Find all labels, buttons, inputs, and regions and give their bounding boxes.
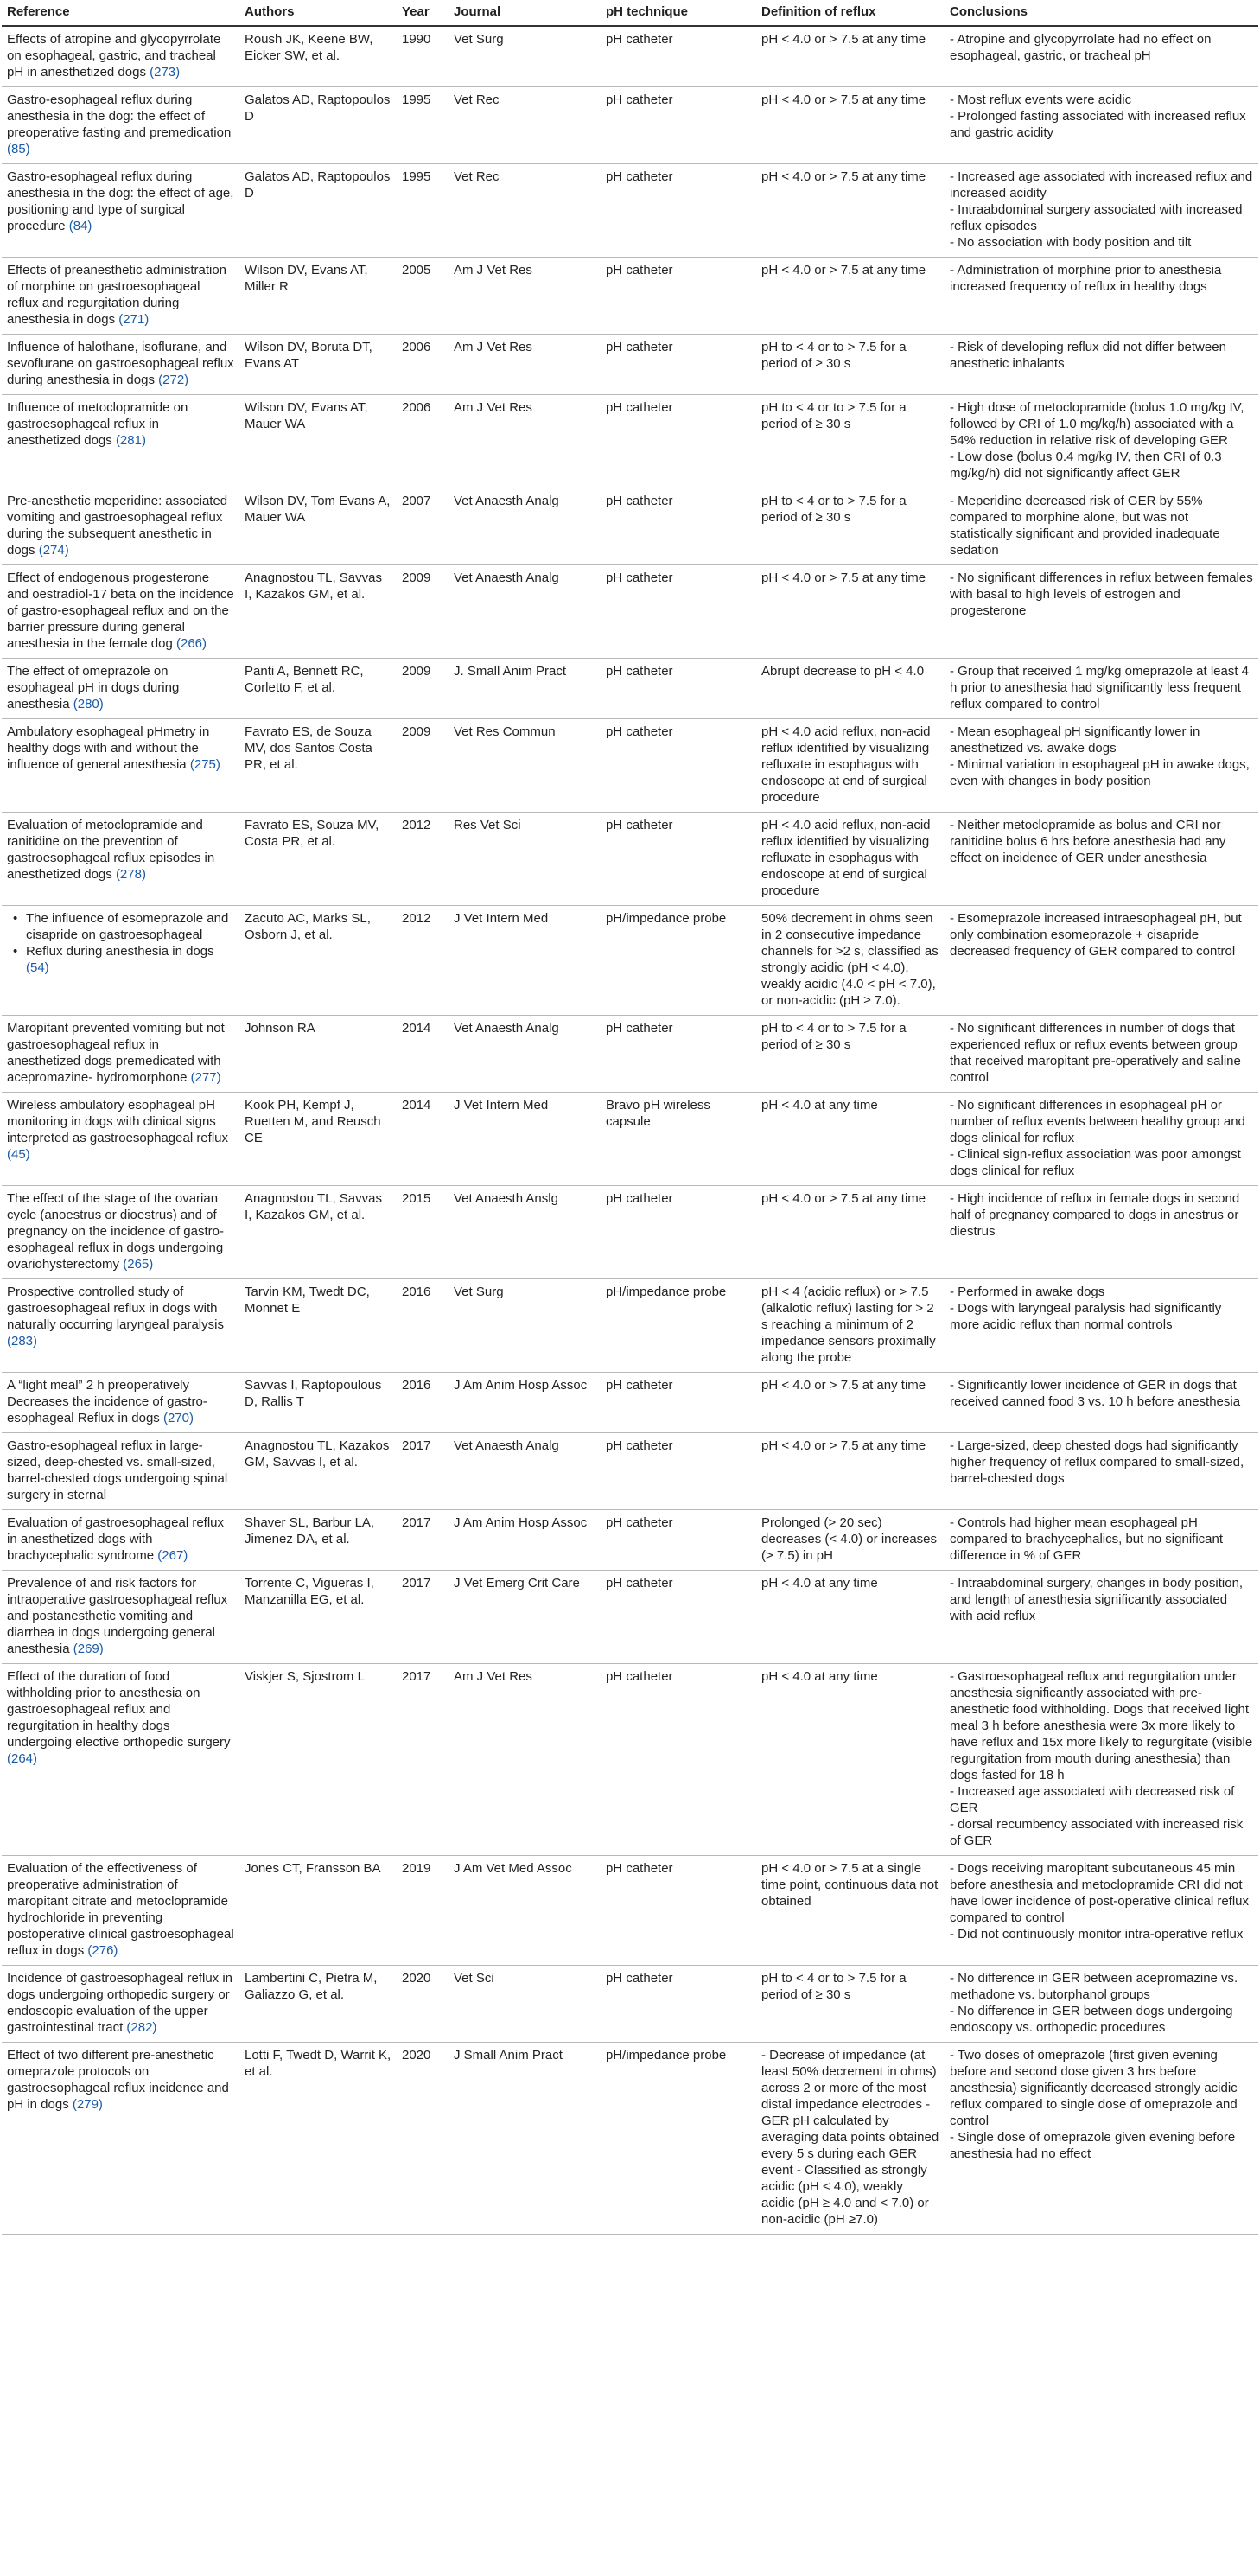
cell-ph-technique: pH catheter — [601, 1373, 756, 1433]
cell-conclusions — [945, 1510, 1258, 1571]
table-header-row — [2, 0, 1258, 26]
conclusion-item: - Clinical sign-reflux association was poor amongst dogs clinical for reflux — [950, 1147, 1241, 1178]
table-row — [2, 87, 1258, 164]
cell-conclusions — [945, 164, 1258, 258]
cell-journal: Vet Anaesth Analg — [449, 488, 601, 565]
cell-authors: Roush JK, Keene BW, Eicker SW, et al. — [239, 26, 397, 87]
table-body — [2, 26, 1258, 2235]
cell-journal: J Small Anim Pract — [449, 2043, 601, 2235]
table-row — [2, 335, 1258, 395]
cell-reference — [2, 335, 239, 395]
conclusion-item: - dorsal recumbency associated with increased risk of GER — [950, 1817, 1244, 1848]
cell-year: 1995 — [397, 87, 449, 164]
cell-authors: Lotti F, Twedt D, Warrit K, et al. — [239, 2043, 397, 2235]
conclusion-item: - Significantly lower incidence of GER in dogs that received canned food 3 vs. 10 h before anesthesia — [950, 1378, 1241, 1409]
cell-definition-of-reflux: pH < 4.0 acid reflux, non-acid reflux identified by visualizing refluxate in esophagus with endoscope at end of surgical procedure — [756, 719, 945, 813]
cell-authors: Wilson DV, Evans AT, Miller R — [239, 258, 397, 335]
conclusion-item: - Dogs with laryngeal paralysis had significantly more acidic reflux than normal controls — [950, 1301, 1222, 1332]
cell-journal: J Am Anim Hosp Assoc — [449, 1373, 601, 1433]
table-row — [2, 1433, 1258, 1510]
cell-reference — [2, 813, 239, 906]
cell-definition-of-reflux: pH < 4.0 or > 7.5 at any time — [756, 1433, 945, 1510]
reference-text: Ambulatory esophageal pHmetry in healthy dogs with and without the influence of general anesthesia — [7, 724, 210, 772]
citation-link[interactable]: (275) — [189, 757, 220, 772]
reference-text: The effect of omeprazole on esophageal pH in dogs during anesthesia — [7, 664, 180, 711]
cell-conclusions — [945, 87, 1258, 164]
cell-definition-of-reflux: pH < 4.0 at any time — [756, 1093, 945, 1186]
conclusion-item: - No difference in GER between acepromazine vs. methadone vs. butorphanol groups — [950, 1971, 1238, 2002]
cell-reference — [2, 164, 239, 258]
cell-conclusions — [945, 1571, 1258, 1664]
conclusion-item: - Performed in awake dogs — [950, 1285, 1105, 1299]
cell-ph-technique: pH catheter — [601, 719, 756, 813]
conclusion-item: - Gastroesophageal reflux and regurgitation under anesthesia significantly associated with pre-anesthetic food withholding. Dogs that received light meal 3 h before anesthesia were 3x more likely to have reflux and 15x more likely to regurgitate (visible regurgitation from mouth during anesthesia) than dogs fasted for 18 h — [950, 1669, 1253, 1782]
reflux-studies-table — [2, 0, 1258, 2235]
cell-year: 2005 — [397, 258, 449, 335]
cell-ph-technique: pH catheter — [601, 813, 756, 906]
conclusion-item: - Two doses of omeprazole (first given evening before and second dose given 3 hrs before anesthesia) significantly decreased strongly acidic reflux compared to single dose of omeprazole and control — [950, 2048, 1238, 2128]
cell-year: 2006 — [397, 335, 449, 395]
conclusion-item: - Intraabdominal surgery associated with increased reflux episodes — [950, 202, 1243, 233]
cell-authors: Jones CT, Fransson BA — [239, 1856, 397, 1966]
cell-definition-of-reflux: pH to < 4 or to > 7.5 for a period of ≥ 30 s — [756, 1966, 945, 2043]
cell-ph-technique: pH catheter — [601, 1571, 756, 1664]
table-row — [2, 1510, 1258, 1571]
cell-conclusions — [945, 488, 1258, 565]
cell-journal: Vet Res Commun — [449, 719, 601, 813]
citation-link[interactable]: (264) — [7, 1751, 38, 1766]
conclusion-item: - Dogs receiving maropitant subcutaneous 45 min before anesthesia and metoclopramide CRI did not have lower incidence of post-operative clinical reflux compared to control — [950, 1861, 1250, 1925]
cell-ph-technique: pH catheter — [601, 488, 756, 565]
cell-journal: Vet Anaesth Analg — [449, 1016, 601, 1093]
table-row — [2, 565, 1258, 659]
cell-ph-technique: pH catheter — [601, 335, 756, 395]
reference-text: The influence of esomeprazole and cisapride on gastroesophageal — [26, 911, 229, 942]
cell-ph-technique: pH catheter — [601, 1966, 756, 2043]
cell-journal: Vet Sci — [449, 1966, 601, 2043]
conclusion-item: - Controls had higher mean esophageal pH compared to brachycephalics, but no significant difference in % of GER — [950, 1515, 1224, 1563]
conclusion-item: - High dose of metoclopramide (bolus 1.0 mg/kg IV, followed by CRI of 1.0 mg/kg/h) associated with a 54% reduction in relative risk of developing GER — [950, 400, 1244, 448]
cell-conclusions — [945, 1664, 1258, 1856]
cell-ph-technique: pH catheter — [601, 1664, 756, 1856]
conclusion-item: - Did not continuously monitor intra-operative reflux — [950, 1927, 1244, 1942]
cell-journal: J Am Anim Hosp Assoc — [449, 1510, 601, 1571]
cell-year: 2016 — [397, 1279, 449, 1373]
cell-definition-of-reflux: pH < 4.0 or > 7.5 at any time — [756, 1186, 945, 1279]
conclusion-item: - Administration of morphine prior to anesthesia increased frequency of reflux in healthy dogs — [950, 263, 1222, 294]
table-row — [2, 488, 1258, 565]
cell-definition-of-reflux: - Decrease of impedance (at least 50% decrement in ohms) across 2 or more of the most distal impedance electrodes - GER pH calculated by averaging data points obtained every 5 s during each GER event - Classified as strongly acidic (pH < 4.0), weakly acidic (pH ≥ 4.0 and < 7.0) or non-acidic (pH ≥7.0) — [756, 2043, 945, 2235]
reference-text: Maropitant prevented vomiting but not gastroesophageal reflux in anesthetized dogs premedicated with acepromazine- hydromorphone — [7, 1021, 225, 1085]
cell-reference — [2, 1279, 239, 1373]
citation-link[interactable]: (274) — [38, 543, 69, 558]
reference-text: Gastro-esophageal reflux in large-sized, deep-chested vs. small-sized, barrel-chested dogs undergoing spinal surgery in sternal — [7, 1438, 228, 1502]
conclusion-item: - No difference in GER between dogs undergoing endoscopy vs. orthopedic procedures — [950, 2004, 1233, 2035]
conclusion-item: - Atropine and glycopyrrolate had no effect on esophageal, gastric, or tracheal pH — [950, 32, 1212, 63]
cell-conclusions — [945, 258, 1258, 335]
reference-text: Prospective controlled study of gastroesophageal reflux in dogs with naturally occurring laryngeal paralysis — [7, 1285, 224, 1332]
table-row — [2, 1571, 1258, 1664]
reference-text: The effect of the stage of the ovarian cycle (anoestrus or dioestrus) and of pregnancy on the incidence of gastro-esophageal reflux in dogs undergoing ovariohysterectomy — [7, 1191, 224, 1272]
cell-year: 2019 — [397, 1856, 449, 1966]
cell-reference — [2, 1664, 239, 1856]
cell-year: 2007 — [397, 488, 449, 565]
cell-conclusions — [945, 813, 1258, 906]
cell-authors: Wilson DV, Boruta DT, Evans AT — [239, 335, 397, 395]
citation-link[interactable]: (279) — [72, 2097, 103, 2112]
cell-ph-technique: pH catheter — [601, 1016, 756, 1093]
table-row — [2, 1373, 1258, 1433]
cell-year: 2020 — [397, 2043, 449, 2235]
cell-conclusions — [945, 1433, 1258, 1510]
reference-text: Evaluation of gastroesophageal reflux in anesthetized dogs with brachycephalic syndrome — [7, 1515, 225, 1563]
cell-reference — [2, 1571, 239, 1664]
cell-conclusions — [945, 335, 1258, 395]
cell-reference — [2, 1966, 239, 2043]
conclusion-item: - Group that received 1 mg/kg omeprazole at least 4 h prior to anesthesia had significantly less frequent reflux compared to control — [950, 664, 1250, 711]
cell-ph-technique: pH/impedance probe — [601, 2043, 756, 2235]
reference-text: Gastro-esophageal reflux during anesthesia in the dog: the effect of age, positioning and type of surgical procedure — [7, 169, 234, 233]
conclusion-item: - Intraabdominal surgery, changes in body position, and length of anesthesia significantly associated with acid reflux — [950, 1576, 1244, 1623]
table-row — [2, 2043, 1258, 2235]
conclusion-item: - No association with body position and tilt — [950, 235, 1192, 250]
cell-year: 1990 — [397, 26, 449, 87]
cell-year: 2017 — [397, 1510, 449, 1571]
cell-journal: Vet Anaesth Analg — [449, 1433, 601, 1510]
cell-journal: J Vet Intern Med — [449, 1093, 601, 1186]
cell-definition-of-reflux: pH < 4.0 or > 7.5 at any time — [756, 258, 945, 335]
cell-journal: J Vet Intern Med — [449, 906, 601, 1016]
cell-conclusions — [945, 1279, 1258, 1373]
conclusion-item: - Minimal variation in esophageal pH in awake dogs, even with changes in body position — [950, 757, 1250, 788]
citation-link[interactable]: (270) — [162, 1411, 194, 1425]
column-header-journal: Journal — [449, 0, 601, 26]
cell-authors: Shaver SL, Barbur LA, Jimenez DA, et al. — [239, 1510, 397, 1571]
citation-link[interactable]: (278) — [115, 867, 146, 882]
cell-year: 2017 — [397, 1571, 449, 1664]
cell-authors: Panti A, Bennett RC, Corletto F, et al. — [239, 659, 397, 719]
cell-year: 2009 — [397, 565, 449, 659]
cell-journal: Am J Vet Res — [449, 395, 601, 488]
citation-link[interactable]: (85) — [7, 142, 30, 156]
cell-year: 2006 — [397, 395, 449, 488]
cell-definition-of-reflux: pH to < 4 or to > 7.5 for a period of ≥ 30 s — [756, 1016, 945, 1093]
cell-reference — [2, 2043, 239, 2235]
cell-year: 2012 — [397, 906, 449, 1016]
cell-reference — [2, 1093, 239, 1186]
conclusion-item: - Mean esophageal pH significantly lower in anesthetized vs. awake dogs — [950, 724, 1200, 756]
citation-link[interactable]: (45) — [7, 1147, 30, 1162]
conclusion-item: - No significant differences in esophageal pH or number of reflux events between healthy group and dogs clinical for reflux — [950, 1098, 1245, 1145]
cell-authors: Torrente C, Vigueras I, Manzanilla EG, et al. — [239, 1571, 397, 1664]
cell-definition-of-reflux: pH < 4.0 or > 7.5 at a single time point, continuous data not obtained — [756, 1856, 945, 1966]
reference-text: Effects of atropine and glycopyrrolate on esophageal, gastric, and tracheal pH in anesthetized dogs — [7, 32, 221, 80]
cell-definition-of-reflux: pH to < 4 or to > 7.5 for a period of ≥ 30 s — [756, 395, 945, 488]
cell-ph-technique: pH catheter — [601, 1856, 756, 1966]
citation-link[interactable]: (84) — [68, 219, 92, 233]
cell-year: 2017 — [397, 1664, 449, 1856]
cell-year: 2017 — [397, 1433, 449, 1510]
cell-definition-of-reflux: pH < 4.0 or > 7.5 at any time — [756, 87, 945, 164]
reference-text: Effect of two different pre-anesthetic omeprazole protocols on gastroesophageal reflux incidence and pH in dogs — [7, 2048, 229, 2112]
citation-link[interactable]: (283) — [7, 1334, 38, 1349]
reference-text: Influence of metoclopramide on gastroesophageal reflux in anesthetized dogs — [7, 400, 188, 448]
cell-year: 2014 — [397, 1016, 449, 1093]
cell-journal: Am J Vet Res — [449, 1664, 601, 1856]
cell-definition-of-reflux: pH < 4.0 acid reflux, non-acid reflux identified by visualizing refluxate in esophagus with endoscope at end of surgical procedure — [756, 813, 945, 906]
cell-ph-technique: pH catheter — [601, 659, 756, 719]
citation-link[interactable]: (281) — [115, 433, 146, 448]
table-row — [2, 164, 1258, 258]
conclusion-item: - Neither metoclopramide as bolus and CRI nor ranitidine bolus 6 hrs before anesthesia had any effect on incidence of GER under anesthesia — [950, 818, 1226, 865]
table-row — [2, 26, 1258, 87]
cell-reference — [2, 1016, 239, 1093]
cell-year: 2012 — [397, 813, 449, 906]
cell-definition-of-reflux: pH < 4.0 at any time — [756, 1571, 945, 1664]
cell-reference — [2, 395, 239, 488]
citation-link[interactable]: (280) — [73, 697, 104, 711]
cell-reference — [2, 1510, 239, 1571]
cell-conclusions — [945, 26, 1258, 87]
cell-authors: Wilson DV, Tom Evans A, Mauer WA — [239, 488, 397, 565]
column-header-year: Year — [397, 0, 449, 26]
table-row — [2, 813, 1258, 906]
reference-text: Reflux during anesthesia in dogs — [26, 944, 214, 959]
cell-conclusions — [945, 659, 1258, 719]
cell-year: 2015 — [397, 1186, 449, 1279]
cell-ph-technique: pH catheter — [601, 1186, 756, 1279]
reference-bullet-item — [7, 910, 234, 943]
cell-definition-of-reflux: pH < 4.0 or > 7.5 at any time — [756, 164, 945, 258]
cell-ph-technique: pH/impedance probe — [601, 1279, 756, 1373]
cell-definition-of-reflux: pH < 4.0 or > 7.5 at any time — [756, 565, 945, 659]
conclusion-item: - High incidence of reflux in female dogs in second half of pregnancy compared to dogs in anestrus or diestrus — [950, 1191, 1240, 1239]
reference-text: Effect of endogenous progesterone and oestradiol-17 beta on the incidence of gastro-esophageal reflux and on the barrier pressure during general anesthesia in the female dog — [7, 571, 234, 651]
citation-link[interactable]: (267) — [157, 1548, 188, 1563]
cell-authors: Lambertini C, Pietra M, Galiazzo G, et al. — [239, 1966, 397, 2043]
cell-reference — [2, 719, 239, 813]
cell-definition-of-reflux: pH to < 4 or to > 7.5 for a period of ≥ 30 s — [756, 335, 945, 395]
cell-year: 1995 — [397, 164, 449, 258]
cell-conclusions — [945, 395, 1258, 488]
table-row — [2, 1016, 1258, 1093]
cell-journal: Res Vet Sci — [449, 813, 601, 906]
cell-conclusions — [945, 2043, 1258, 2235]
citation-link[interactable]: (276) — [87, 1943, 118, 1958]
table-row — [2, 659, 1258, 719]
cell-year: 2009 — [397, 719, 449, 813]
cell-reference — [2, 565, 239, 659]
cell-reference — [2, 659, 239, 719]
citation-link[interactable]: (266) — [175, 636, 207, 651]
cell-ph-technique: pH catheter — [601, 258, 756, 335]
conclusion-item: - Most reflux events were acidic — [950, 92, 1132, 107]
column-header-definition-of-reflux: Definition of reflux — [756, 0, 945, 26]
cell-authors: Viskjer S, Sjostrom L — [239, 1664, 397, 1856]
cell-reference — [2, 1373, 239, 1433]
conclusion-item: - Increased age associated with increased reflux and increased acidity — [950, 169, 1253, 201]
cell-authors: Johnson RA — [239, 1016, 397, 1093]
cell-definition-of-reflux: pH < 4 (acidic reflux) or > 7.5 (alkalotic reflux) lasting for > 2 s reaching a minimum of 2 impedance sensors proximally along the probe — [756, 1279, 945, 1373]
conclusion-item: - Esomeprazole increased intraesophageal pH, but only combination esomeprazole + cisapride decreased frequency of GER compared to control — [950, 911, 1242, 959]
cell-authors: Zacuto AC, Marks SL, Osborn J, et al. — [239, 906, 397, 1016]
cell-ph-technique: pH catheter — [601, 565, 756, 659]
cell-definition-of-reflux: pH < 4.0 or > 7.5 at any time — [756, 26, 945, 87]
cell-conclusions — [945, 1093, 1258, 1186]
cell-journal: Vet Rec — [449, 164, 601, 258]
cell-reference — [2, 906, 239, 1016]
reference-text: Effect of the duration of food withholding prior to anesthesia on gastroesophageal reflux and regurgitation in healthy dogs undergoing elective orthopedic surgery — [7, 1669, 231, 1750]
cell-authors: Galatos AD, Raptopoulos D — [239, 87, 397, 164]
column-header-ph-technique: pH technique — [601, 0, 756, 26]
cell-authors: Savvas I, Raptopoulous D, Rallis T — [239, 1373, 397, 1433]
cell-conclusions — [945, 906, 1258, 1016]
cell-conclusions — [945, 1186, 1258, 1279]
cell-authors: Tarvin KM, Twedt DC, Monnet E — [239, 1279, 397, 1373]
cell-reference — [2, 1433, 239, 1510]
reference-bullet-item — [7, 943, 234, 976]
table-row — [2, 1186, 1258, 1279]
cell-journal: Vet Surg — [449, 26, 601, 87]
citation-link[interactable]: (282) — [126, 2020, 157, 2035]
reference-text: Evaluation of the effectiveness of preoperative administration of maropitant citrate and metoclopramide hydrochloride in preventing postoperative clinical gastroesophageal reflux in dogs — [7, 1861, 234, 1958]
cell-definition-of-reflux: pH to < 4 or to > 7.5 for a period of ≥ 30 s — [756, 488, 945, 565]
cell-conclusions — [945, 719, 1258, 813]
citation-link[interactable]: (273) — [150, 65, 181, 80]
conclusion-item: - No significant differences in number of dogs that experienced reflux or reflux events between group that received maropitant pre-operatively and saline control — [950, 1021, 1241, 1085]
cell-authors: Kook PH, Kempf J, Ruetten M, and Reusch CE — [239, 1093, 397, 1186]
cell-journal: J Vet Emerg Crit Care — [449, 1571, 601, 1664]
reference-text: Pre-anesthetic meperidine: associated vomiting and gastroesophageal reflux during the subsequent anesthetic in dogs — [7, 494, 228, 558]
cell-conclusions — [945, 1856, 1258, 1966]
cell-reference — [2, 87, 239, 164]
cell-authors: Wilson DV, Evans AT, Mauer WA — [239, 395, 397, 488]
cell-definition-of-reflux: Abrupt decrease to pH < 4.0 — [756, 659, 945, 719]
cell-ph-technique: pH catheter — [601, 395, 756, 488]
cell-ph-technique: pH/impedance probe — [601, 906, 756, 1016]
citation-link[interactable]: (271) — [118, 312, 150, 327]
reference-text: Influence of halothane, isoflurane, and sevoflurane on gastroesophageal reflux during anesthesia in dogs — [7, 340, 234, 387]
cell-conclusions — [945, 1373, 1258, 1433]
cell-ph-technique: pH catheter — [601, 87, 756, 164]
table-row — [2, 1664, 1258, 1856]
cell-year: 2016 — [397, 1373, 449, 1433]
cell-conclusions — [945, 1966, 1258, 2043]
reference-text: A “light meal” 2 h preoperatively Decreases the incidence of gastro-esophageal Reflux in dogs — [7, 1378, 207, 1425]
cell-journal: Vet Rec — [449, 87, 601, 164]
reference-text: Effects of preanesthetic administration of morphine on gastroesophageal reflux and regurgitation during anesthesia in dogs — [7, 263, 227, 327]
cell-authors: Galatos AD, Raptopoulos D — [239, 164, 397, 258]
reference-text: Incidence of gastroesophageal reflux in dogs undergoing orthopedic surgery or endoscopic evaluation of the upper gastrointestinal tract — [7, 1971, 233, 2035]
column-header-authors: Authors — [239, 0, 397, 26]
cell-ph-technique: Bravo pH wireless capsule — [601, 1093, 756, 1186]
cell-authors: Anagnostou TL, Kazakos GM, Savvas I, et al. — [239, 1433, 397, 1510]
cell-definition-of-reflux: Prolonged (> 20 sec) decreases (< 4.0) or increases (> 7.5) in pH — [756, 1510, 945, 1571]
conclusion-item: - Large-sized, deep chested dogs had significantly higher frequency of reflux compared to small-sized, barrel-chested dogs — [950, 1438, 1244, 1486]
citation-link[interactable]: (265) — [123, 1257, 154, 1272]
cell-ph-technique: pH catheter — [601, 1433, 756, 1510]
cell-reference — [2, 26, 239, 87]
cell-conclusions — [945, 1016, 1258, 1093]
table-row — [2, 719, 1258, 813]
cell-journal: Vet Anaesth Anslg — [449, 1186, 601, 1279]
conclusion-item: - Low dose (bolus 0.4 mg/kg IV, then CRI of 0.3 mg/kg/h) did not significantly affect GER — [950, 450, 1222, 481]
reference-text: Prevalence of and risk factors for intraoperative gastroesophageal reflux and postanesthetic vomiting and diarrhea in dogs undergoing general anesthesia — [7, 1576, 228, 1656]
cell-reference — [2, 488, 239, 565]
cell-authors: Favrato ES, de Souza MV, dos Santos Costa PR, et al. — [239, 719, 397, 813]
conclusion-item: - Prolonged fasting associated with increased reflux and gastric acidity — [950, 109, 1246, 140]
cell-reference — [2, 258, 239, 335]
conclusion-item: - No significant differences in reflux between females with basal to high levels of estrogen and progesterone — [950, 571, 1253, 618]
reference-text: Evaluation of metoclopramide and ranitidine on the prevention of gastroesophageal reflux episodes in anesthetized dogs — [7, 818, 215, 882]
column-header-reference: Reference — [2, 0, 239, 26]
cell-definition-of-reflux: pH < 4.0 or > 7.5 at any time — [756, 1373, 945, 1433]
cell-authors: Anagnostou TL, Savvas I, Kazakos GM, et al. — [239, 565, 397, 659]
cell-definition-of-reflux: 50% decrement in ohms seen in 2 consecutive impedance channels for >2 s, classified as strongly acidic (pH < 4.0), weakly acidic (4.0 < pH < 7.0), or non-acidic (pH ≥ 7.0). — [756, 906, 945, 1016]
cell-journal: Vet Anaesth Analg — [449, 565, 601, 659]
cell-authors: Anagnostou TL, Savvas I, Kazakos GM, et al. — [239, 1186, 397, 1279]
cell-year: 2020 — [397, 1966, 449, 2043]
table-row — [2, 1093, 1258, 1186]
conclusion-item: - Single dose of omeprazole given evening before anesthesia had no effect — [950, 2130, 1236, 2161]
reference-text: Gastro-esophageal reflux during anesthesia in the dog: the effect of preoperative fasting and premedication — [7, 92, 232, 140]
cell-conclusions — [945, 565, 1258, 659]
table-row — [2, 906, 1258, 1016]
table-row — [2, 1279, 1258, 1373]
citation-link[interactable]: (269) — [73, 1642, 104, 1656]
citation-link[interactable]: (277) — [190, 1070, 221, 1085]
cell-authors: Favrato ES, Souza MV, Costa PR, et al. — [239, 813, 397, 906]
citation-link[interactable]: (54) — [26, 960, 49, 975]
cell-journal: J. Small Anim Pract — [449, 659, 601, 719]
cell-ph-technique: pH catheter — [601, 1510, 756, 1571]
cell-reference — [2, 1186, 239, 1279]
table-row — [2, 395, 1258, 488]
cell-reference — [2, 1856, 239, 1966]
column-header-conclusions: Conclusions — [945, 0, 1258, 26]
conclusion-item: - Risk of developing reflux did not differ between anesthetic inhalants — [950, 340, 1226, 371]
cell-journal: Am J Vet Res — [449, 258, 601, 335]
table-row — [2, 1966, 1258, 2043]
table-row — [2, 1856, 1258, 1966]
cell-journal: Am J Vet Res — [449, 335, 601, 395]
citation-link[interactable]: (272) — [158, 373, 189, 387]
cell-journal: Vet Surg — [449, 1279, 601, 1373]
cell-ph-technique: pH catheter — [601, 164, 756, 258]
cell-year: 2009 — [397, 659, 449, 719]
cell-year: 2014 — [397, 1093, 449, 1186]
cell-ph-technique: pH catheter — [601, 26, 756, 87]
table-row — [2, 258, 1258, 335]
reference-text: Wireless ambulatory esophageal pH monitoring in dogs with clinical signs interpreted as gastroesophageal reflux — [7, 1098, 228, 1145]
conclusion-item: - Meperidine decreased risk of GER by 55% compared to morphine alone, but was not statistically significant and provided inadequate sedation — [950, 494, 1220, 558]
cell-journal: J Am Vet Med Assoc — [449, 1856, 601, 1966]
conclusion-item: - Increased age associated with decreased risk of GER — [950, 1784, 1235, 1815]
cell-definition-of-reflux: pH < 4.0 at any time — [756, 1664, 945, 1856]
